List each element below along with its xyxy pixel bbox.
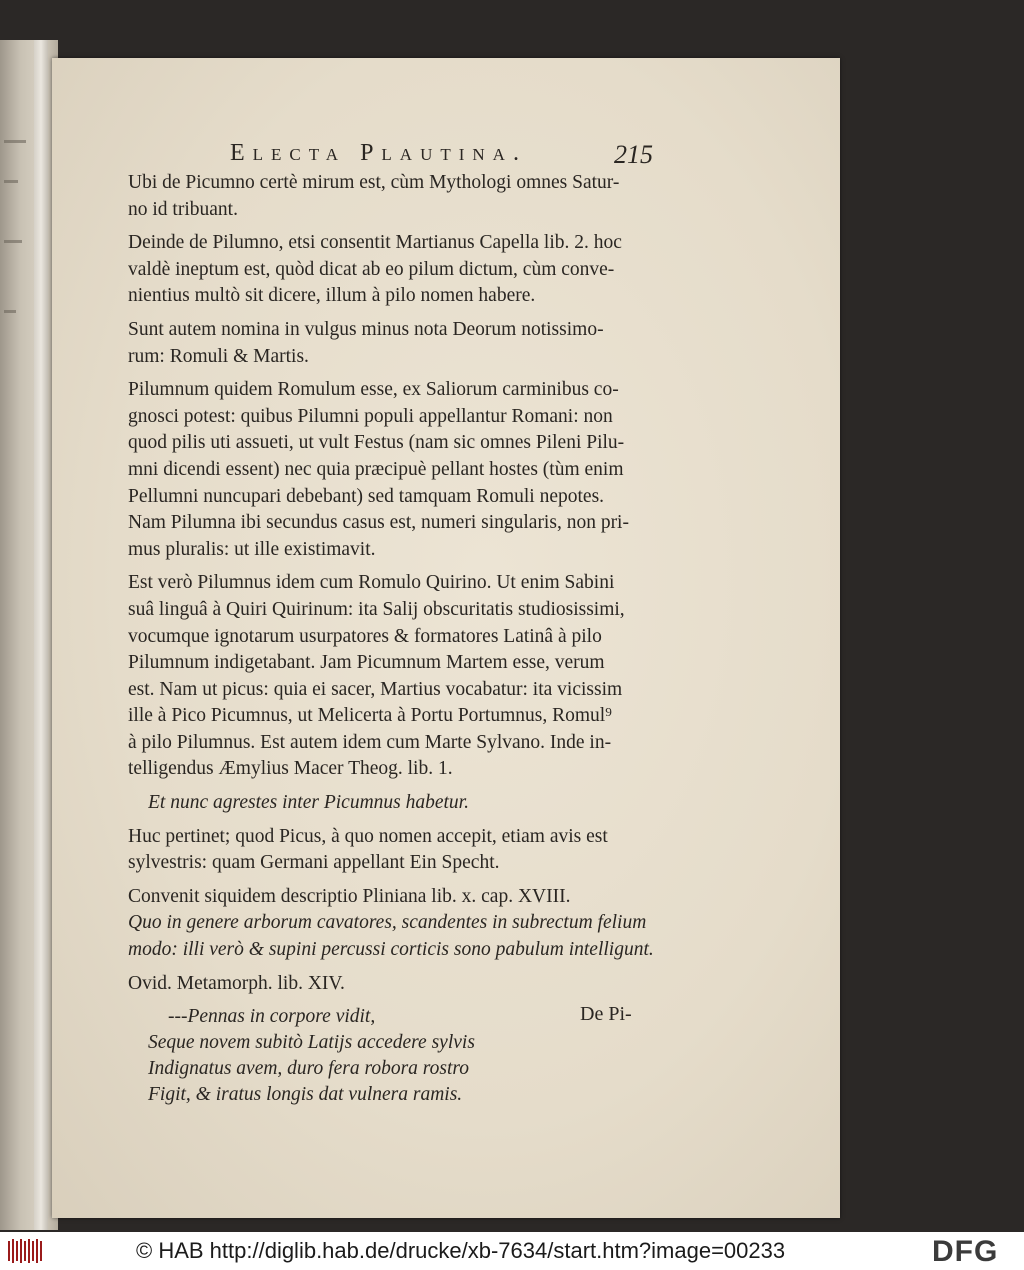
- running-title: Electa Plautina.: [230, 140, 527, 166]
- text-line: quod pilis uti assueti, ut vult Festus (nam sic omnes Pileni Pilu-: [128, 432, 625, 454]
- verse-line: Seque novem subitò Latijs accedere sylvis: [148, 1032, 475, 1054]
- quote-line: [148, 790, 654, 817]
- italic-quote: Et nunc agrestes inter Picumnus habetur.: [148, 792, 469, 814]
- dfg-logo: DFG: [932, 1235, 999, 1268]
- copyright-url[interactable]: © HAB http://diglib.hab.de/drucke/xb-7634/start.htm?image=00233: [136, 1238, 786, 1263]
- text-line: ille à Pico Picumnus, ut Melicerta à Portu Portumnus, Romul⁹: [128, 705, 612, 727]
- verse-line: Indignatus avem, duro fera robora rostro: [148, 1058, 470, 1080]
- text-line: gnosci potest: quibus Pilumni populi appellantur Romani: non: [128, 405, 613, 427]
- text-line: sylvestris: quam Germani appellant Ein Specht.: [128, 852, 500, 874]
- paragraph: [128, 317, 654, 370]
- text-line: Ubi de Picumno certè mirum est, cùm Mythologi omnes Satur-: [128, 172, 620, 193]
- body-text: [128, 170, 654, 1116]
- paragraph: [128, 824, 654, 877]
- text-line: Pellumni nuncupari debebant) sed tamquam Romuli nepotes.: [128, 485, 605, 507]
- adjacent-page-mark: [4, 310, 16, 313]
- adjacent-page-mark: [4, 140, 26, 143]
- verse-line: ---Pennas in corpore vidit,: [168, 1006, 376, 1028]
- paragraph: [128, 884, 654, 911]
- pliny-quote: [128, 910, 654, 963]
- text-line: Convenit siquidem descriptio Pliniana lib. x. cap. XVIII.: [128, 885, 571, 907]
- text-line: vocumque ignotarum usurpatores & formatores Latinâ à pilo: [128, 625, 602, 647]
- text-line: valdè ineptum est, quòd dicat ab eo pilum dictum, cùm conve-: [128, 258, 615, 280]
- ovid-reference: Ovid. Metamorph. lib. XIV.: [128, 972, 345, 994]
- adjacent-page-mark: [4, 180, 18, 183]
- text-line: Huc pertinet; quod Picus, à quo nomen accepit, etiam avis est: [128, 825, 608, 847]
- text-line: à pilo Pilumnus. Est autem idem cum Marte Sylvano. Inde in-: [128, 731, 612, 753]
- text-line: est. Nam ut picus: quia ei sacer, Martius vocabatur: ita vicissim: [128, 678, 623, 700]
- adjacent-page-mark: [4, 240, 22, 243]
- verse-block: [148, 1004, 654, 1108]
- page-number: 215: [614, 140, 653, 169]
- book-clamp: [34, 40, 48, 1230]
- text-line: Est verò Pilumnus idem cum Romulo Quirino. Ut enim Sabini: [128, 572, 615, 594]
- text-line: telligendus Æmylius Macer Theog. lib. 1.: [128, 758, 453, 780]
- text-line: rum: Romuli & Martis.: [128, 345, 309, 367]
- italic-quote-line: modo: illi verò & supini percussi corticis sono pabulum intelligunt.: [128, 939, 654, 961]
- paragraph: [128, 170, 654, 223]
- text-line: Sunt autem nomina in vulgus minus nota Deorum notissimo-: [128, 318, 604, 340]
- book-page: [52, 58, 840, 1218]
- paragraph: [128, 377, 654, 563]
- catchword: De Pi-: [580, 1003, 632, 1025]
- footer-bar: [0, 1232, 1024, 1270]
- text-line: nientius multò sit dicere, illum à pilo nomen habere.: [128, 285, 536, 307]
- adjacent-page-edge: [0, 40, 58, 1230]
- text-line: no id tribuant.: [128, 198, 238, 220]
- text-line: Pilumnum quidem Romulum esse, ex Saliorum carminibus co-: [128, 379, 619, 401]
- text-line: mus pluralis: ut ille existimavit.: [128, 538, 376, 560]
- text-line: mni dicendi essent) nec quia præcipuè pellant hostes (tùm enim: [128, 458, 624, 480]
- hab-logo-icon: [6, 1237, 46, 1265]
- paragraph: [128, 570, 654, 783]
- text-line: Deinde de Pilumno, etsi consentit Martianus Capella lib. 2. hoc: [128, 232, 622, 254]
- text-line: Nam Pilumna ibi secundus casus est, numeri singularis, non pri-: [128, 512, 629, 534]
- italic-quote-line: Quo in genere arborum cavatores, scandentes in subrectum felium: [128, 912, 647, 934]
- verse-line: Figit, & iratus longis dat vulnera ramis.: [148, 1084, 463, 1106]
- paragraph: [128, 230, 654, 310]
- text-line: suâ linguâ à Quiri Quirinum: ita Salij obscuritatis studiosissimi,: [128, 598, 625, 620]
- text-line: Pilumnum indigetabant. Jam Picumnum Martem esse, verum: [128, 652, 605, 674]
- paragraph: [128, 971, 654, 998]
